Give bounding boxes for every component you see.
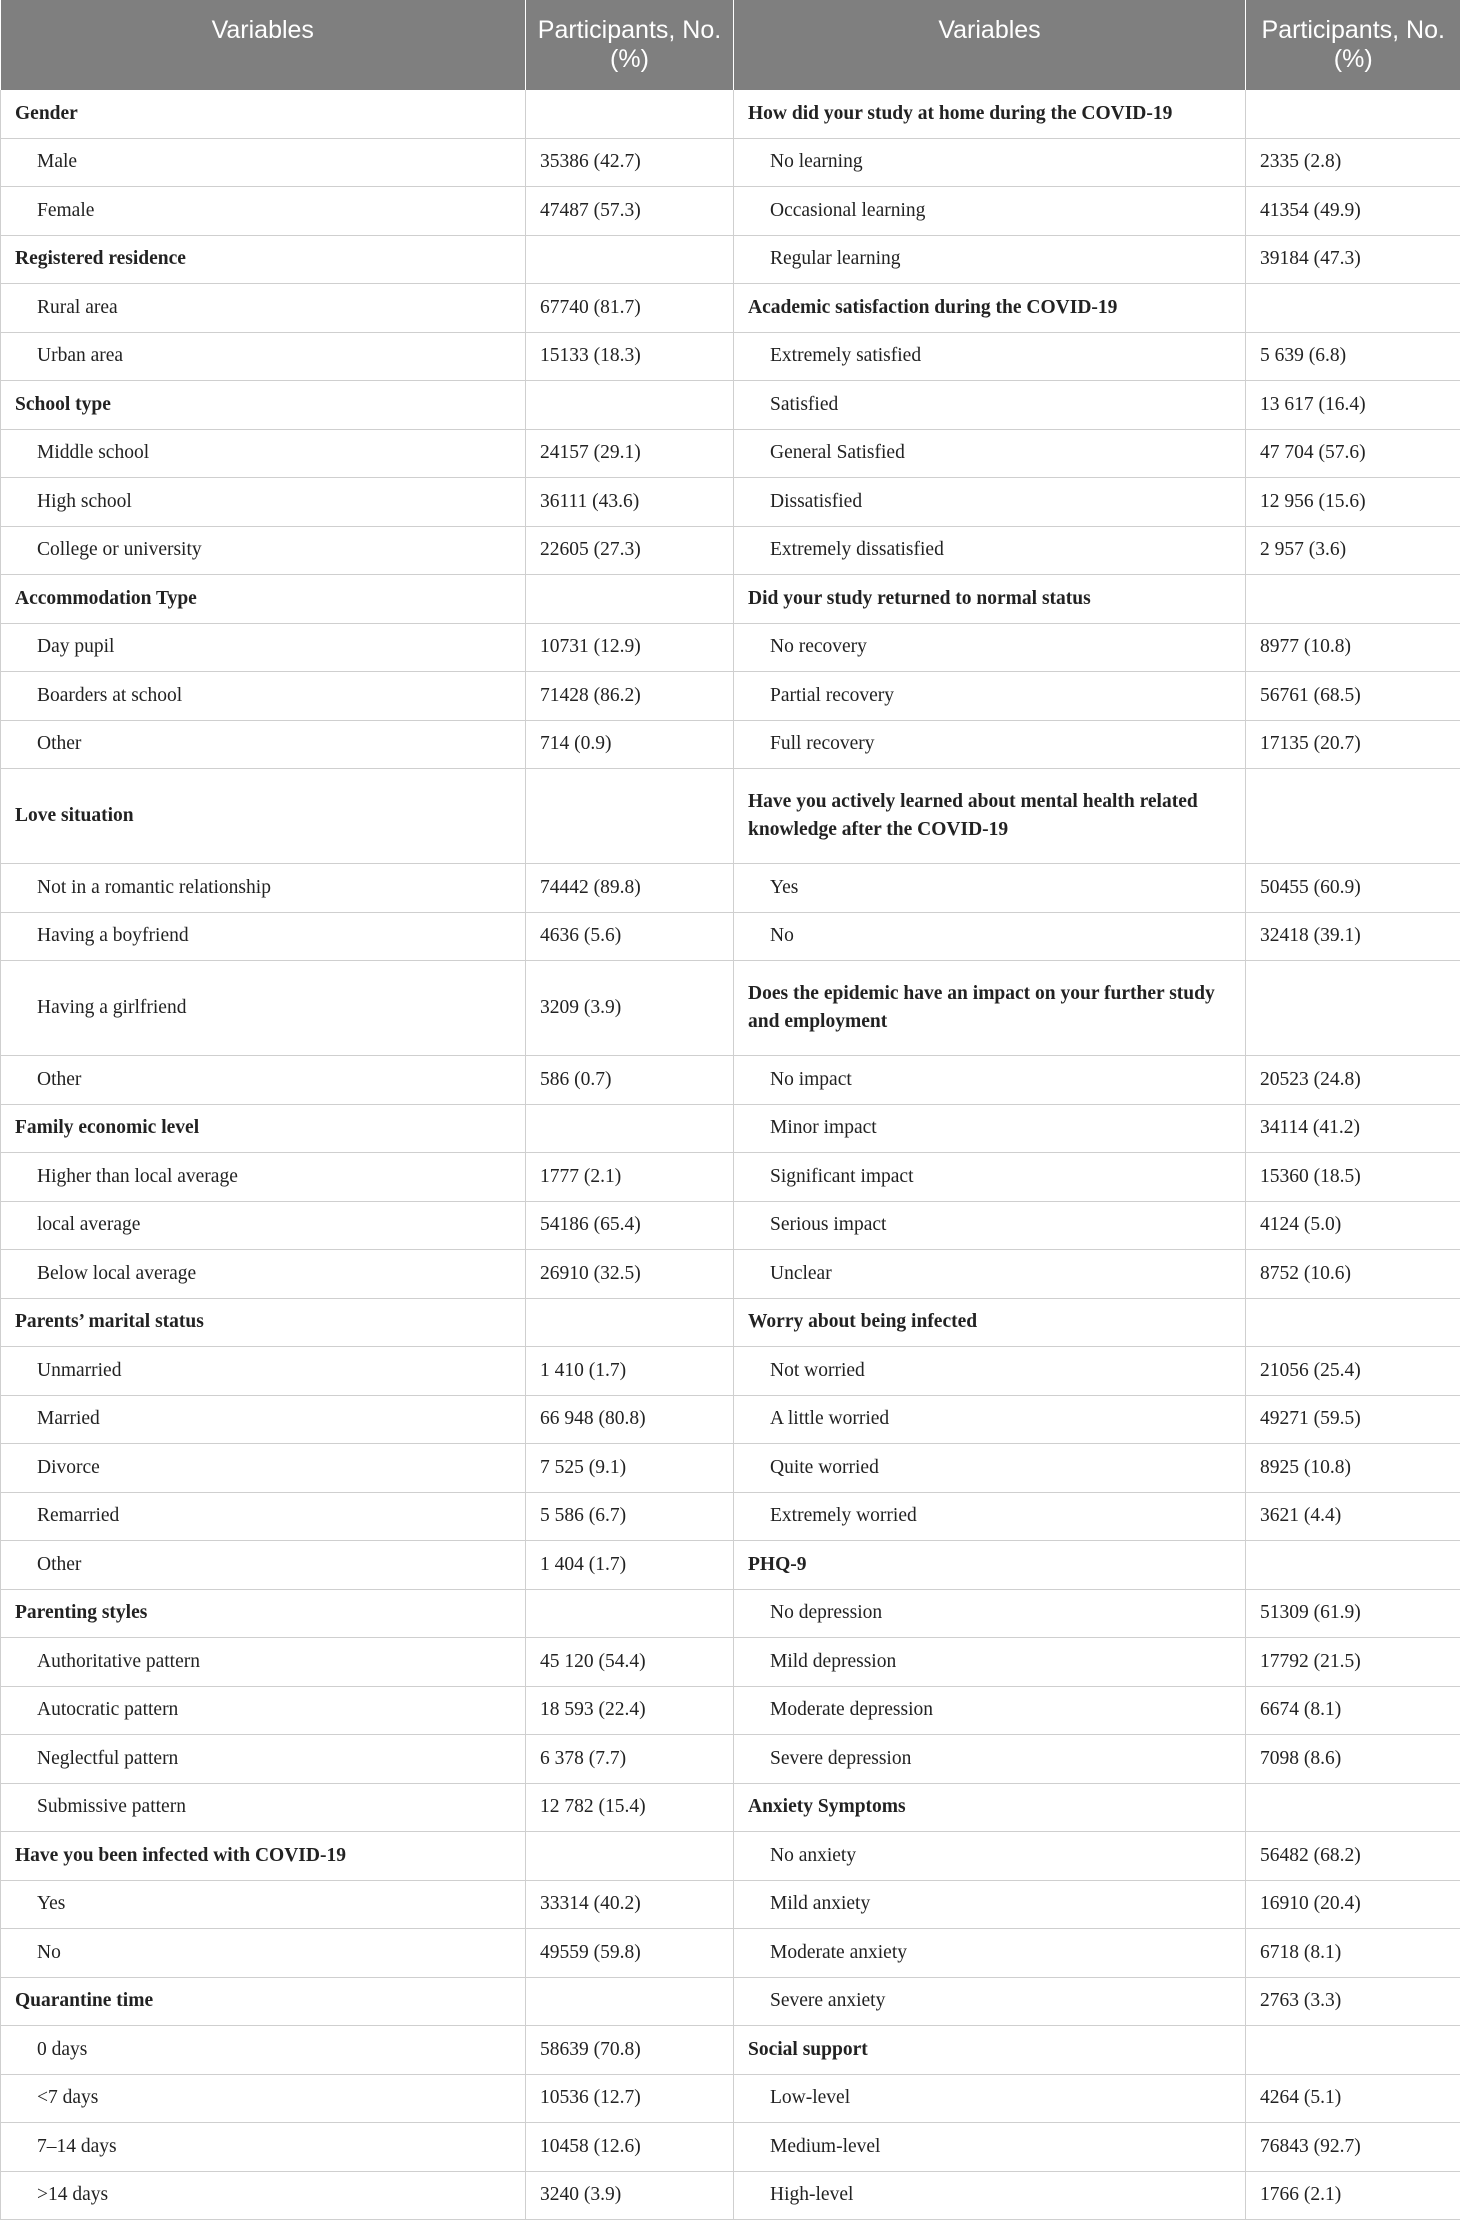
- right-variable-label: Low-level: [734, 2074, 1246, 2123]
- right-variable-label: Severe anxiety: [734, 1977, 1246, 2026]
- right-variable-label: Unclear: [734, 1250, 1246, 1299]
- right-variable-label: Full recovery: [734, 720, 1246, 769]
- table-row: [1, 672, 1460, 721]
- left-participants-value: 66 948 (80.8): [526, 1395, 734, 1444]
- table-row: [1, 769, 1460, 864]
- left-participants-value: 49559 (59.8): [526, 1929, 734, 1978]
- header-variables-left: [1, 0, 526, 90]
- header-participants-left-label: Participants, No. (%): [534, 2, 725, 74]
- right-participants-value: 17792 (21.5): [1246, 1638, 1460, 1687]
- header-participants-right-label: Participants, No. (%): [1254, 2, 1453, 74]
- left-participants-value: 47487 (57.3): [526, 187, 734, 236]
- left-participants-value: [526, 575, 734, 624]
- table-row: [1, 1492, 1460, 1541]
- left-participants-value: [526, 1977, 734, 2026]
- header-variables-right-label: Variables: [742, 2, 1237, 45]
- right-variable-label: Extremely worried: [734, 1492, 1246, 1541]
- table-row: [1, 1056, 1460, 1105]
- right-variable-label: Yes: [734, 864, 1246, 913]
- left-participants-value: [526, 769, 734, 864]
- table-row: [1, 1735, 1460, 1784]
- right-variable-label: Moderate anxiety: [734, 1929, 1246, 1978]
- left-variable-label: Authoritative pattern: [1, 1638, 526, 1687]
- header-variables-right: [734, 0, 1246, 90]
- right-participants-value: 8977 (10.8): [1246, 623, 1460, 672]
- right-participants-value: 8752 (10.6): [1246, 1250, 1460, 1299]
- left-participants-value: 10731 (12.9): [526, 623, 734, 672]
- table-row: [1, 575, 1460, 624]
- table-header: [1, 0, 1460, 90]
- left-participants-value: 586 (0.7): [526, 1056, 734, 1105]
- right-variable-label: No anxiety: [734, 1832, 1246, 1881]
- left-participants-value: 12 782 (15.4): [526, 1783, 734, 1832]
- table-row: [1, 1153, 1460, 1202]
- left-participants-value: 15133 (18.3): [526, 332, 734, 381]
- right-variable-label: High-level: [734, 2171, 1246, 2220]
- table-row: [1, 526, 1460, 575]
- left-participants-value: 36111 (43.6): [526, 478, 734, 527]
- right-participants-value: [1246, 575, 1460, 624]
- left-category-label: Parents’ marital status: [1, 1298, 526, 1347]
- right-participants-value: 17135 (20.7): [1246, 720, 1460, 769]
- table-row: [1, 2026, 1460, 2075]
- left-participants-value: 7 525 (9.1): [526, 1444, 734, 1493]
- left-variable-label: Yes: [1, 1880, 526, 1929]
- header-participants-left: [526, 0, 734, 90]
- table-row: [1, 478, 1460, 527]
- right-category-label: Have you actively learned about mental health related knowledge after the COVID-19: [734, 769, 1246, 864]
- left-participants-value: 5 586 (6.7): [526, 1492, 734, 1541]
- right-variable-label: Extremely satisfied: [734, 332, 1246, 381]
- left-category-label: Have you been infected with COVID-19: [1, 1832, 526, 1881]
- right-variable-label: Regular learning: [734, 235, 1246, 284]
- right-variable-label: General Satisfied: [734, 429, 1246, 478]
- table-row: [1, 1104, 1460, 1153]
- left-participants-value: 6 378 (7.7): [526, 1735, 734, 1784]
- right-variable-label: No: [734, 912, 1246, 961]
- table-row: [1, 1395, 1460, 1444]
- left-participants-value: 26910 (32.5): [526, 1250, 734, 1299]
- table-row: [1, 381, 1460, 430]
- left-participants-value: 1 404 (1.7): [526, 1541, 734, 1590]
- right-participants-value: 4124 (5.0): [1246, 1201, 1460, 1250]
- right-variable-label: Dissatisfied: [734, 478, 1246, 527]
- left-participants-value: 3240 (3.9): [526, 2171, 734, 2220]
- right-variable-label: Serious impact: [734, 1201, 1246, 1250]
- left-variable-label: 7–14 days: [1, 2123, 526, 2172]
- table-row: [1, 429, 1460, 478]
- right-participants-value: 13 617 (16.4): [1246, 381, 1460, 430]
- table-row: [1, 1880, 1460, 1929]
- table-row: [1, 1686, 1460, 1735]
- right-participants-value: 2 957 (3.6): [1246, 526, 1460, 575]
- left-variable-label: Other: [1, 720, 526, 769]
- right-participants-value: 1766 (2.1): [1246, 2171, 1460, 2220]
- right-variable-label: Medium-level: [734, 2123, 1246, 2172]
- left-participants-value: [526, 1104, 734, 1153]
- right-participants-value: 6718 (8.1): [1246, 1929, 1460, 1978]
- right-participants-value: 8925 (10.8): [1246, 1444, 1460, 1493]
- right-participants-value: 12 956 (15.6): [1246, 478, 1460, 527]
- left-variable-label: No: [1, 1929, 526, 1978]
- left-variable-label: Married: [1, 1395, 526, 1444]
- left-variable-label: Unmarried: [1, 1347, 526, 1396]
- right-participants-value: 56482 (68.2): [1246, 1832, 1460, 1881]
- left-variable-label: >14 days: [1, 2171, 526, 2220]
- table-row: [1, 720, 1460, 769]
- right-variable-label: Satisfied: [734, 381, 1246, 430]
- right-participants-value: 3621 (4.4): [1246, 1492, 1460, 1541]
- right-participants-value: 47 704 (57.6): [1246, 429, 1460, 478]
- left-participants-value: 71428 (86.2): [526, 672, 734, 721]
- left-participants-value: 10536 (12.7): [526, 2074, 734, 2123]
- table-body: [1, 90, 1460, 2220]
- table-row: [1, 284, 1460, 333]
- table-row: [1, 961, 1460, 1056]
- right-variable-label: Mild depression: [734, 1638, 1246, 1687]
- left-category-label: Registered residence: [1, 235, 526, 284]
- right-category-label: PHQ-9: [734, 1541, 1246, 1590]
- left-variable-label: Day pupil: [1, 623, 526, 672]
- right-variable-label: Occasional learning: [734, 187, 1246, 236]
- table-row: [1, 138, 1460, 187]
- right-participants-value: 39184 (47.3): [1246, 235, 1460, 284]
- right-participants-value: 7098 (8.6): [1246, 1735, 1460, 1784]
- table-row: [1, 187, 1460, 236]
- right-participants-value: [1246, 1783, 1460, 1832]
- left-participants-value: 35386 (42.7): [526, 138, 734, 187]
- left-variable-label: Other: [1, 1056, 526, 1105]
- right-participants-value: [1246, 284, 1460, 333]
- table-row: [1, 1638, 1460, 1687]
- right-participants-value: 16910 (20.4): [1246, 1880, 1460, 1929]
- right-category-label: Did your study returned to normal status: [734, 575, 1246, 624]
- right-variable-label: Minor impact: [734, 1104, 1246, 1153]
- left-variable-label: Having a boyfriend: [1, 912, 526, 961]
- header-participants-right: [1246, 0, 1460, 90]
- right-variable-label: Significant impact: [734, 1153, 1246, 1202]
- right-variable-label: Quite worried: [734, 1444, 1246, 1493]
- left-participants-value: 54186 (65.4): [526, 1201, 734, 1250]
- right-variable-label: No learning: [734, 138, 1246, 187]
- table-row: [1, 332, 1460, 381]
- right-participants-value: 49271 (59.5): [1246, 1395, 1460, 1444]
- left-participants-value: 4636 (5.6): [526, 912, 734, 961]
- left-participants-value: [526, 90, 734, 138]
- right-participants-value: 34114 (41.2): [1246, 1104, 1460, 1153]
- table-row: [1, 1201, 1460, 1250]
- table-row: [1, 2074, 1460, 2123]
- left-participants-value: 45 120 (54.4): [526, 1638, 734, 1687]
- left-variable-label: Remarried: [1, 1492, 526, 1541]
- left-variable-label: <7 days: [1, 2074, 526, 2123]
- left-variable-label: Below local average: [1, 1250, 526, 1299]
- left-participants-value: 18 593 (22.4): [526, 1686, 734, 1735]
- right-participants-value: 32418 (39.1): [1246, 912, 1460, 961]
- left-variable-label: Rural area: [1, 284, 526, 333]
- left-participants-value: 1 410 (1.7): [526, 1347, 734, 1396]
- left-variable-label: Higher than local average: [1, 1153, 526, 1202]
- left-variable-label: Boarders at school: [1, 672, 526, 721]
- right-participants-value: 56761 (68.5): [1246, 672, 1460, 721]
- right-participants-value: 21056 (25.4): [1246, 1347, 1460, 1396]
- right-variable-label: Severe depression: [734, 1735, 1246, 1784]
- right-variable-label: No recovery: [734, 623, 1246, 672]
- table-row: [1, 1250, 1460, 1299]
- right-participants-value: 6674 (8.1): [1246, 1686, 1460, 1735]
- left-participants-value: [526, 1832, 734, 1881]
- left-category-label: Gender: [1, 90, 526, 138]
- left-category-label: Quarantine time: [1, 1977, 526, 2026]
- table-row: [1, 623, 1460, 672]
- table-row: [1, 864, 1460, 913]
- right-participants-value: [1246, 90, 1460, 138]
- table-row: [1, 1832, 1460, 1881]
- left-participants-value: [526, 1589, 734, 1638]
- left-category-label: Parenting styles: [1, 1589, 526, 1638]
- left-variable-label: High school: [1, 478, 526, 527]
- right-variable-label: Mild anxiety: [734, 1880, 1246, 1929]
- table-row: [1, 1444, 1460, 1493]
- left-participants-value: [526, 381, 734, 430]
- left-variable-label: local average: [1, 1201, 526, 1250]
- left-variable-label: Urban area: [1, 332, 526, 381]
- left-variable-label: Not in a romantic relationship: [1, 864, 526, 913]
- left-category-label: School type: [1, 381, 526, 430]
- left-variable-label: Autocratic pattern: [1, 1686, 526, 1735]
- left-variable-label: Neglectful pattern: [1, 1735, 526, 1784]
- left-participants-value: 33314 (40.2): [526, 1880, 734, 1929]
- header-variables-left-label: Variables: [9, 2, 518, 45]
- table-row: [1, 90, 1460, 138]
- table-row: [1, 1347, 1460, 1396]
- left-participants-value: 22605 (27.3): [526, 526, 734, 575]
- right-variable-label: Not worried: [734, 1347, 1246, 1396]
- right-category-label: How did your study at home during the COVID-19: [734, 90, 1246, 138]
- left-variable-label: 0 days: [1, 2026, 526, 2075]
- right-category-label: Social support: [734, 2026, 1246, 2075]
- right-participants-value: 20523 (24.8): [1246, 1056, 1460, 1105]
- right-participants-value: 15360 (18.5): [1246, 1153, 1460, 1202]
- table-row: [1, 1783, 1460, 1832]
- left-participants-value: 3209 (3.9): [526, 961, 734, 1056]
- table-row: [1, 1929, 1460, 1978]
- right-participants-value: 2763 (3.3): [1246, 1977, 1460, 2026]
- right-category-label: Anxiety Symptoms: [734, 1783, 1246, 1832]
- table-row: [1, 2123, 1460, 2172]
- right-category-label: Does the epidemic have an impact on your further study and employment: [734, 961, 1246, 1056]
- table-row: [1, 1977, 1460, 2026]
- right-variable-label: No impact: [734, 1056, 1246, 1105]
- left-participants-value: 10458 (12.6): [526, 2123, 734, 2172]
- right-participants-value: [1246, 961, 1460, 1056]
- left-participants-value: 67740 (81.7): [526, 284, 734, 333]
- left-participants-value: 58639 (70.8): [526, 2026, 734, 2075]
- table-row: [1, 912, 1460, 961]
- right-participants-value: [1246, 2026, 1460, 2075]
- left-category-label: Family economic level: [1, 1104, 526, 1153]
- right-variable-label: Moderate depression: [734, 1686, 1246, 1735]
- left-participants-value: 1777 (2.1): [526, 1153, 734, 1202]
- left-variable-label: Female: [1, 187, 526, 236]
- right-category-label: Academic satisfaction during the COVID-19: [734, 284, 1246, 333]
- left-category-label: Accommodation Type: [1, 575, 526, 624]
- right-participants-value: [1246, 769, 1460, 864]
- left-variable-label: Middle school: [1, 429, 526, 478]
- left-participants-value: 714 (0.9): [526, 720, 734, 769]
- left-participants-value: [526, 235, 734, 284]
- right-participants-value: 2335 (2.8): [1246, 138, 1460, 187]
- right-participants-value: 51309 (61.9): [1246, 1589, 1460, 1638]
- right-participants-value: 4264 (5.1): [1246, 2074, 1460, 2123]
- left-participants-value: 74442 (89.8): [526, 864, 734, 913]
- table-row: [1, 1298, 1460, 1347]
- left-variable-label: Other: [1, 1541, 526, 1590]
- left-variable-label: Male: [1, 138, 526, 187]
- header-row: [1, 0, 1460, 90]
- left-variable-label: Having a girlfriend: [1, 961, 526, 1056]
- right-participants-value: 50455 (60.9): [1246, 864, 1460, 913]
- left-variable-label: Submissive pattern: [1, 1783, 526, 1832]
- right-variable-label: Extremely dissatisfied: [734, 526, 1246, 575]
- right-participants-value: 76843 (92.7): [1246, 2123, 1460, 2172]
- table-row: [1, 1589, 1460, 1638]
- left-category-label: Love situation: [1, 769, 526, 864]
- left-participants-value: 24157 (29.1): [526, 429, 734, 478]
- right-participants-value: 5 639 (6.8): [1246, 332, 1460, 381]
- right-participants-value: [1246, 1298, 1460, 1347]
- right-participants-value: [1246, 1541, 1460, 1590]
- table-row: [1, 235, 1460, 284]
- left-participants-value: [526, 1298, 734, 1347]
- table-row: [1, 1541, 1460, 1590]
- right-variable-label: No depression: [734, 1589, 1246, 1638]
- left-variable-label: Divorce: [1, 1444, 526, 1493]
- right-category-label: Worry about being infected: [734, 1298, 1246, 1347]
- right-participants-value: 41354 (49.9): [1246, 187, 1460, 236]
- right-variable-label: Partial recovery: [734, 672, 1246, 721]
- left-variable-label: College or university: [1, 526, 526, 575]
- table-row: [1, 2171, 1460, 2220]
- right-variable-label: A little worried: [734, 1395, 1246, 1444]
